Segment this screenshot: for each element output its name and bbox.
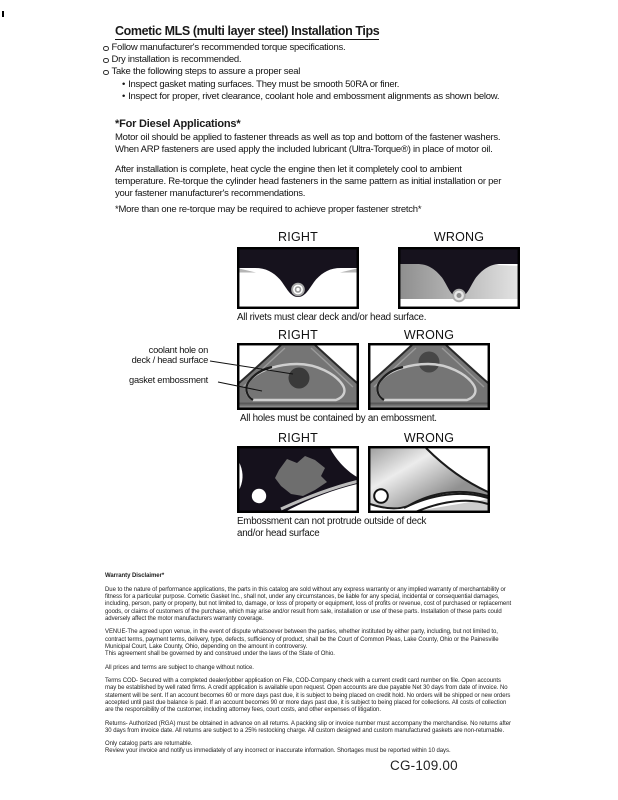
annotation-line: coolant hole on [148, 345, 208, 355]
governing-law-line: This agreement shall be governed by and construed under the laws of the State of Ohio. [105, 650, 335, 657]
catalog-page-code: CG-109.00 [390, 758, 458, 773]
annotation-line: deck / head surface [131, 355, 208, 366]
right-label: RIGHT [278, 230, 318, 244]
wrong-label: WRONG [403, 328, 455, 342]
coolant-hole-wrong-diagram [368, 343, 490, 410]
bolt-hole-icon [374, 489, 388, 503]
rivet-right-diagram [237, 247, 359, 309]
list-item [122, 79, 523, 91]
returnable-line: Only catalog parts are returnable. [105, 741, 193, 748]
right-label: RIGHT [278, 328, 318, 342]
list-item [103, 42, 523, 54]
diesel-applications-heading: *For Diesel Applications* [115, 118, 241, 130]
coolant-hole-annotation [110, 345, 208, 365]
gasket-embossment-annotation: gasket embossment [129, 375, 208, 385]
protrusion-caption [237, 516, 467, 539]
warranty-heading: Warranty Disclaimer* [105, 573, 165, 579]
open-bullet-icon [103, 46, 109, 52]
rivet-wrong-diagram [398, 247, 520, 309]
tip-text: Take the following steps to assure a proper seal [111, 66, 301, 78]
open-bullet-icon [103, 58, 109, 64]
protrusion-wrong-diagram [368, 446, 490, 513]
rivet-caption: All rivets must clear deck and/or head surface. [237, 312, 427, 323]
retorque-note: *More than one re-torque may be required to achieve proper fastener stretch* [115, 204, 422, 215]
bolt-hole-icon [252, 489, 266, 503]
filled-bullet-icon: • [122, 90, 126, 102]
caption-line: Embossment can not protrude outside of deck [237, 516, 427, 527]
installation-tips-list [103, 42, 523, 103]
wrong-label: WRONG [433, 230, 485, 244]
diesel-paragraph: Motor oil should be applied to fastener threads as well as top and bottom of the fastener washers. When ARP fasteners are used apply the included lubricant (Ultra-Torque®) in place of motor oil. [115, 132, 501, 156]
warranty-disclaimer-section [105, 573, 512, 762]
embossment-caption: All holes must be contained by an embossment. [240, 413, 437, 424]
list-item [103, 66, 523, 78]
terms-cod-paragraph: Terms COD- Secured with a completed dealer/jobber application on File, COD-Company check with a current credit card number on file. Open accounts may be established by well rated firms. A credit application is available upon request. Open accounts are due payable Net 30 days from date of invoice. No statement will be sent. If an account becomes 60 or more days past due, it is subject to being placed on credit hold. No orders will be shipped or new orders accepted until past due balance is paid. If an account becomes 90 or more days past due, it is subject to being placed for collections. All costs of collection are the responsibility of the customer, including attorney fees, court costs, and other expenses of litigation. [105, 678, 511, 713]
open-bullet-icon [103, 70, 109, 76]
tip-text: Inspect gasket mating surfaces. They must be smooth 50RA or finer. [128, 78, 400, 90]
page-edge-mark [2, 11, 4, 17]
tip-text: Dry installation is recommended. [111, 54, 242, 66]
rivet-icon [452, 289, 466, 303]
warranty-paragraph: Due to the nature of performance applications, the parts in this catalog are sold without any express warranty or any implied warranty of merchantability or fitness for a particular purpose. Cometic Gasket Inc., shall not, under any circumstances, be liable for any special, incidental or consequential damages, including, person, party or property, but not limited to, damage, or loss of property or equipment, loss of profits or revenue, cost of purchased or replacement goods, or claims of customers of the purchase, which may arise and/or result from sale, installation or use of these parts. Installation of these parts could adversely affect the motor manufacturers warranty coverage. [105, 587, 512, 622]
venue-paragraph: VENUE-The agreed upon venue, in the event of dispute whatsoever between the parties, whether instituted by either party, including, but not limited to, contract terms, payment terms, delivery, type, defects, sufficiency of product, shall be the Court of Common Pleas, Lake County, Ohio or the Painesville Municipal Court, Lake County, Ohio, depending on the amount in controversy. [105, 629, 499, 650]
caption-line: and/or head surface [237, 527, 320, 539]
diesel-paragraph: After installation is complete, heat cycle the engine then let it completely cool to ambient temperature. Re-torque the cylinder head fasteners in the same pattern as initial installation or per your fastener manufacturer's recommendations. [115, 164, 502, 200]
annotation-pointer-lines [205, 355, 305, 397]
tip-text: Inspect for proper, rivet clearance, coolant hole and embossment alignments as shown below. [128, 90, 500, 102]
protrusion-right-diagram [237, 446, 359, 513]
tip-text: Follow manufacturer's recommended torque specifications. [111, 42, 346, 53]
right-label: RIGHT [278, 431, 318, 445]
page-title: Cometic MLS (multi layer steel) Installation Tips [115, 24, 380, 38]
prices-terms-line: All prices and terms are subject to change without notice. [105, 664, 254, 671]
list-item [122, 91, 523, 103]
returns-paragraph: Returns- Authorized (RGA) must be obtained in advance on all returns. A packing slip or invoice number must accompany the merchandise. No returns after 30 days from invoice date. All returns are subject to a 25% restocking charge. All custom designed and custom manufactured gaskets are non-returnable. [105, 720, 511, 734]
coolant-hole-icon [419, 352, 440, 373]
filled-bullet-icon: • [122, 78, 126, 90]
wrong-label: WRONG [403, 431, 455, 445]
rivet-icon [291, 283, 305, 297]
invoice-review-line: Review your invoice and notify us immediately of any incorrect or inaccurate information. Shortages must be reported within 10 days. [105, 748, 451, 755]
list-item [103, 54, 523, 66]
